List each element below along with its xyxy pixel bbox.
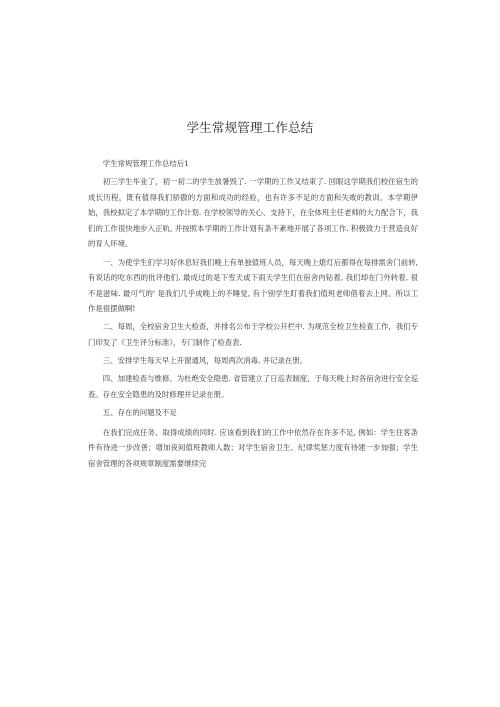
section-five-heading: 五、存在的问题及不足 (102, 407, 177, 417)
intro-paragraph: 初三学生毕业了，初一初二的学生放暑毁了. 一学期的工作又结束了. 回眼这学期我们校住宿生的成长历程，既有值得我们骄傲的方面和成功的经验，也有许多不足的方面和失败的教训。本学期伊始，我校拟定了本学期的工作计划. 在学校领导的关心、支持下，在全体班主任老师的大力配合下，我们的工作很快地步入正轨, 并按照本学期的工作计划有条不紊地开展了各项工作. 积极致力于营造良好的育人环境。 (88, 177, 418, 249)
section-four-paragraph: 四、加建检查与维修。为杜绝安全隐患. 省管建立了日巡表制度，于每天晚上时各宿舍进行安全巡查。存在安全隐患的及时修理并记录在册。 (88, 374, 418, 399)
subtitle-paragraph: 学生常规管理工作总结后1 (102, 159, 189, 168)
section-two-paragraph: 二、每周，全校宿舍卫生大检查，并排名公布于学校公开栏中. 为规范全校卫生检查工作，我们专门印发了《卫生评分标准》，专门制作了检查表. (88, 322, 418, 348)
document-body (88, 156, 418, 474)
section-three-paragraph: 三、安排学生每天早上开窗通风，每周两次消毒, 并记录在册。 (102, 356, 308, 366)
document-title: 学生常规管理工作总结 (186, 120, 314, 135)
section-five-paragraph: 在我们完成任务、取得成绩的同时. 应该看到我们的工作中依然存在许多不足, 例如：学生住客条件有待进一步改善；增加夜间值班教师人数；对学生宿舍卫生、纪律奖惩力度有待建一步加强；学生宿舍管理的各项规章制度需要继续完 (88, 427, 418, 468)
section-one-paragraph: 一、为使学生们学习好休息好我们晚上有单独值班人员，每天晚上熄灯后都得在每排需舍门前转, 有说话的吃东西的批评他们, 最成过的是下雪天或下雨天学生们在宿舍内钻着, 我们却在门外转着, 很不是滋味. 最可气的' 是我们几乎成晚上的不睡觉, 有个别学生盯着我们值班老师借着去上网。所以工作是很摆做啊! (88, 257, 418, 314)
